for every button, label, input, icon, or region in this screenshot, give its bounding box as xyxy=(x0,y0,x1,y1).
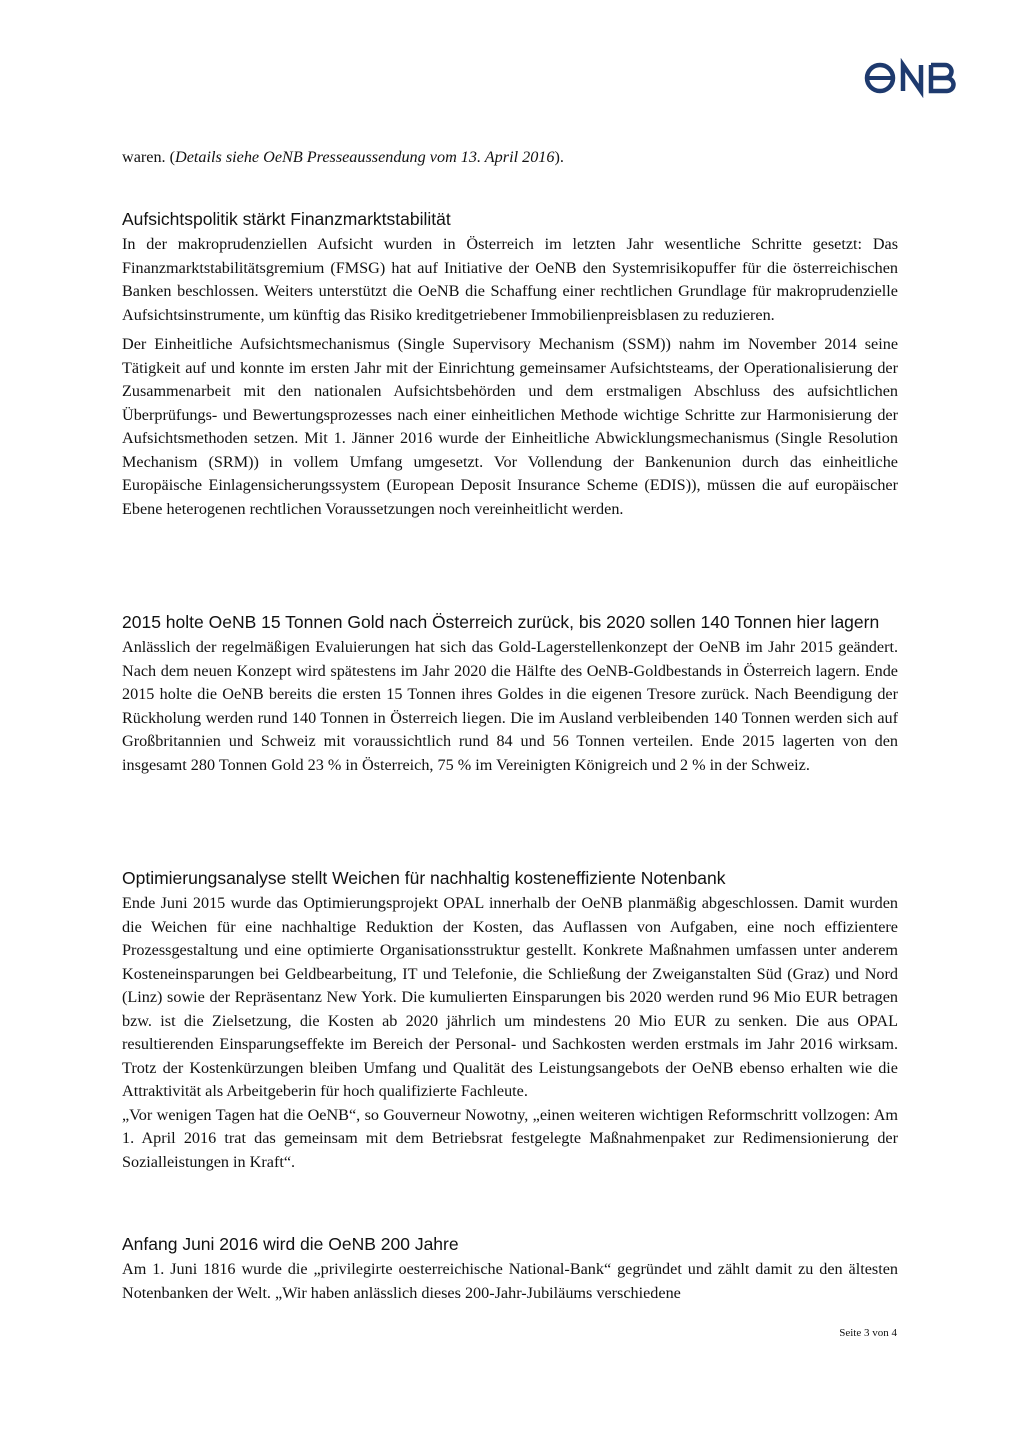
section-paragraph: In der makroprudenziellen Aufsicht wurden in Österreich im letzten Jahr wesentliche Schritte gesetzt: Das Finanzmarktstabilitätsgremium (FMSG) hat auf Initiative der OeNB den Systemrisikopuffer für die österreichischen Banken beschlossen. Weiters unterstützt die OeNB die Schaffung einer rechtlichen Grundlage für makroprudenzielle Aufsichtsinstrumente, um künftig das Risiko kreditgetriebener Immobilienpreisblasen zu reduzieren. xyxy=(122,235,898,324)
page-number: Seite 3 von 4 xyxy=(839,1327,897,1339)
oenb-logo xyxy=(863,58,963,98)
section-jubilaeum xyxy=(122,1232,898,1305)
section-paragraph: Am 1. Juni 1816 wurde die „privilegirte oesterreichische National-Bank“ gegründet und zählt damit zu den ältesten Notenbanken der Welt. „Wir haben anlässlich dieses 200-Jahr-Jubiläums verschiedene xyxy=(122,1260,898,1302)
section-optimierung xyxy=(122,866,898,1174)
section-aufsichtspolitik xyxy=(122,207,898,521)
oenb-logo-mark xyxy=(863,58,963,98)
section-paragraph: „Vor wenigen Tagen hat die OeNB“, so Gouverneur Nowotny, „einen weiteren wichtigen Reformschritt vollzogen: Am 1. April 2016 trat das gemeinsam mit dem Betriebsrat festgelegte Maßnahmenpaket zur Redimensionierung der Sozialleistungen in Kraft“. xyxy=(122,1105,898,1171)
section-gold xyxy=(122,610,898,777)
intro-text-end: ). xyxy=(554,148,564,166)
section-paragraph: Ende Juni 2015 wurde das Optimierungsprojekt OPAL innerhalb der OeNB planmäßig abgeschlossen. Damit wurden die Weichen für eine nachhaltige Reduktion der Kosten, das Auflassen von Aufgaben, eine noch effizientere Prozessgestaltung und eine optimierte Organisationsstruktur gestellt. Konkrete Maßnahmen umfassen unter anderem Kosteneinsparungen bei Geldbearbeitung, IT und Telefonie, die Schließung der Zweiganstalten Süd (Graz) und Nord (Linz) sowie der Repräsentanz New York. Die kumulierten Einsparungen bis 2020 werden rund 96 Mio EUR betragen bzw. ist die Zielsetzung, die Kosten ab 2020 jährlich um mindestens 20 Mio EUR zu senken. Die aus OPAL resultierenden Einsparungseffekte im Bereich der Personal- und Sachkosten werden erstmals im Jahr 2016 wirksam. Trotz der Kostenkürzungen bleiben Umfang und Qualität des Leistungsangebots der OeNB ebenso erhalten wie die Attraktivität als Arbeitgeberin für hoch qualifizierte Fachleute. xyxy=(122,894,898,1100)
intro-italic-reference: Details siehe OeNB Presseaussendung vom 13. April 2016 xyxy=(175,148,555,166)
intro-line xyxy=(122,146,898,170)
intro-text-start: waren. ( xyxy=(122,148,176,166)
section-heading: 2015 holte OeNB 15 Tonnen Gold nach Österreich zurück, bis 2020 sollen 140 Tonnen hier lagern xyxy=(122,612,880,632)
section-paragraph: Anlässlich der regelmäßigen Evaluierungen hat sich das Gold-Lagerstellenkonzept der OeNB im Jahr 2015 geändert. Nach dem neuen Konzept wird spätestens im Jahr 2020 die Hälfte des OeNB-Goldbestands in Österreich lagern. Ende 2015 holte die OeNB bereits die ersten 15 Tonnen ihres Goldes in die eigenen Tresore zurück. Nach Beendigung der Rückholung werden rund 140 Tonnen in Österreich liegen. Die im Ausland verbleibenden 140 Tonnen werden sich auf Großbritannien und Schweiz mit voraussichtlich rund 84 und 56 Tonnen verteilen. Ende 2015 lagerten von den insgesamt 280 Tonnen Gold 23 % in Österreich, 75 % im Vereinigten Königreich und 2 % in der Schweiz. xyxy=(122,638,898,774)
section-paragraph: Der Einheitliche Aufsichtsmechanismus (Single Supervisory Mechanism (SSM)) nahm im November 2014 seine Tätigkeit auf und konnte im ersten Jahr mit der Einrichtung gemeinsamer Aufsichtsteams, der Operationalisierung der Zusammenarbeit mit den nationalen Aufsichtsbehörden und dem erstmaligen Abschluss des aufsichtlichen Überprüfungs- und Bewertungsprozesses nach einer einheitlichen Methode wichtige Schritte zur Harmonisierung der Aufsichtsmethoden setzen. Mit 1. Jänner 2016 wurde der Einheitliche Abwicklungsmechanismus (Single Resolution Mechanism (SRM)) in vollem Umfang umgesetzt. Vor Vollendung der Bankenunion durch das einheitliche Europäische Einlagensicherungssystem (European Deposit Insurance Scheme (EDIS)), müssen die auf europäischer Ebene heterogenen rechtlichen Voraussetzungen noch vereinheitlicht werden. xyxy=(122,335,898,518)
section-heading: Optimierungsanalyse stellt Weichen für nachhaltig kosteneffiziente Notenbank xyxy=(122,868,726,888)
section-heading: Aufsichtspolitik stärkt Finanzmarktstabilität xyxy=(122,209,451,229)
section-heading: Anfang Juni 2016 wird die OeNB 200 Jahre xyxy=(122,1234,459,1254)
